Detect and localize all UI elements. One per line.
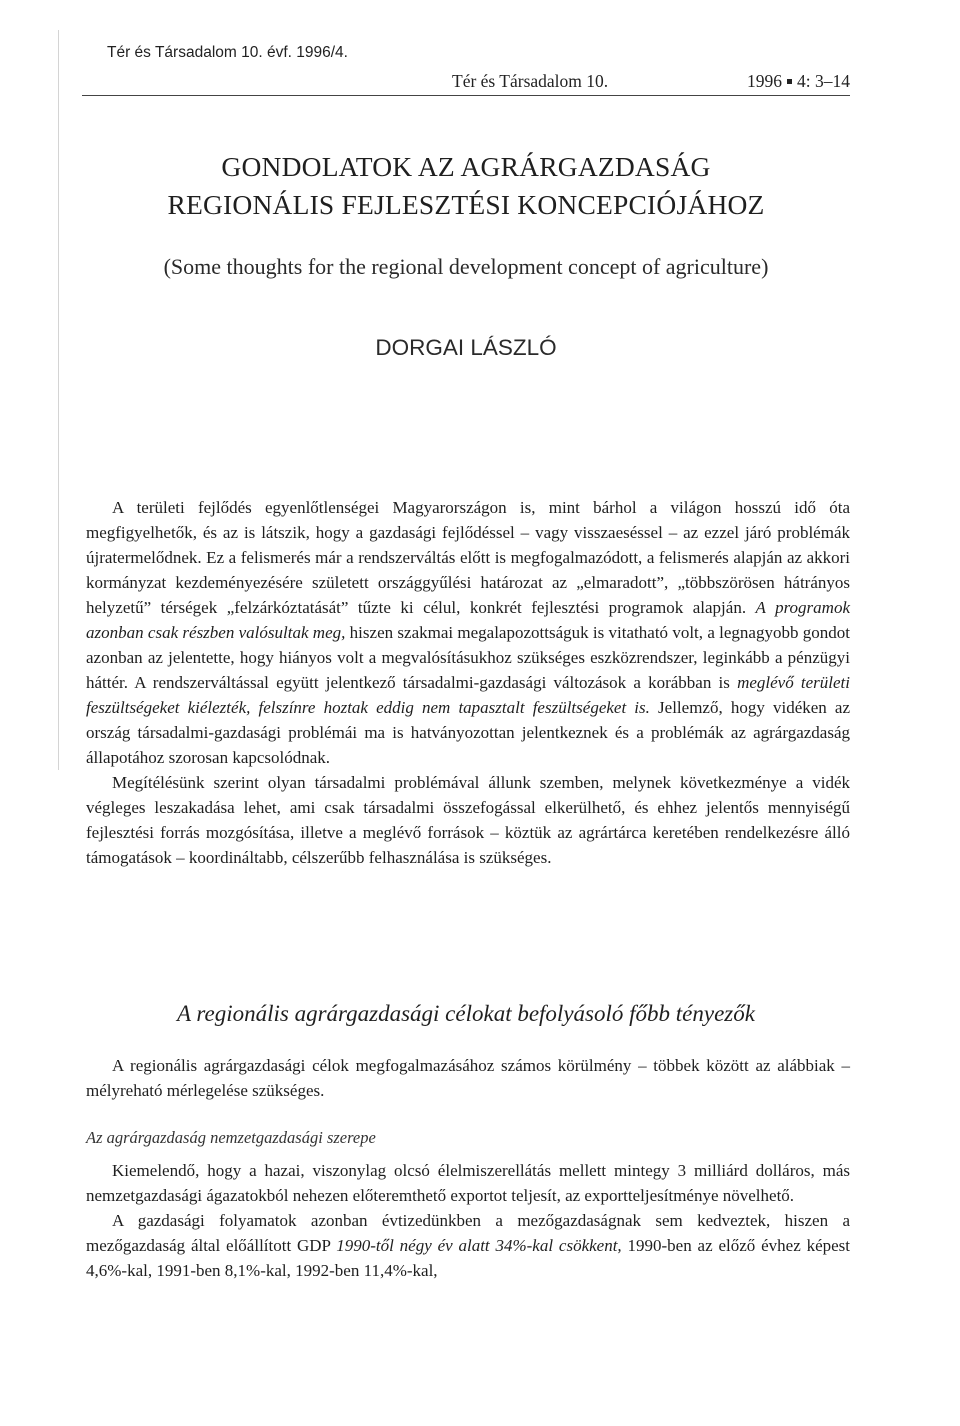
section-body (86, 1053, 850, 1283)
section-heading: A regionális agrárgazdasági célokat befolyásoló főbb tényezők (177, 1001, 755, 1026)
running-header-journal: Tér és Társadalom 10. (452, 71, 609, 91)
italic-emphasis: 1990-től négy év alatt 34%-kal csökkent, (336, 1236, 622, 1255)
intro-body (86, 495, 850, 870)
intro-paragraph-1 (86, 495, 850, 770)
section-paragraph-2: Kiemelendő, hogy a hazai, viszonylag olcsó élelmiszerellátás mellett mintegy 3 milliárd dolláros, más nemzetgazdasági ágazatokból nehezen előteremthető exportot teljesít, az exportteljesítménye növelhető. (86, 1161, 850, 1205)
text-run: 1990-ben az előző évhez képest 4,6%-kal, 1991-ben 8,1%-kal, 1992-ben 11,4%-kal, (86, 1236, 850, 1280)
running-header (82, 71, 850, 96)
article-title-line-1: GONDOLATOK AZ AGRÁRGAZDASÁG (221, 151, 711, 182)
section-paragraph-1: A regionális agrárgazdasági célok megfogalmazásához számos körülmény – többek között az alábbiak – mélyreható mérlegelése szükséges. (86, 1056, 850, 1100)
square-bullet-icon (787, 79, 792, 84)
running-header-year: 1996 (747, 71, 782, 91)
italic-emphasis: A programok azonban csak részben valósultak meg, (86, 598, 850, 642)
running-header-pages: 4: 3–14 (797, 71, 850, 91)
scan-margin-line (58, 30, 59, 770)
intro-paragraph-2: Megítélésünk szerint olyan társadalmi problémával állunk szemben, melynek következménye a vidék végleges leszakadása lehet, ami csak társadalmi összefogással elkerülhető, és ehhez jelentős mennyiségű fejlesztési forrás mozgósítása, illetve a meglévő források – köztük az agrártárca keretében rendelkezésre álló támogatások – koordináltabb, célszerűbb felhasználása is szükséges. (86, 773, 850, 867)
article-subtitle: (Some thoughts for the regional development concept of agriculture) (163, 254, 769, 279)
article-title-line-2: REGIONÁLIS FEJLESZTÉSI KONCEPCIÓJÁHOZ (167, 189, 765, 220)
subsection-heading: Az agrárgazdaság nemzetgazdasági szerepe (86, 1128, 376, 1147)
text-run: A területi fejlődés egyenlőtlenségei Magyarországon is, mint bárhol a világon hosszú idő óta megfigyelhetők, és az is látszik, hogy a gazdasági fejlődéssel – vagy visszaeséssel – az ezzel járó problémák újratermelődnek. Ez a felismerés már a rendszerváltás előtt is megfogalmazódott, a felismerés alapján az akkori kormányzat kezdeményezésére született országgyűlési határozat az „elmaradott”, „többszörösen hátrányos helyzetű” térségek „felzárkóztatását” tűzte ki célul, konkrét fejlesztési programok alapján. (86, 498, 850, 617)
text-run: A gazdasági folyamatok azonban évtizedünkben a mezőgazdaságnak sem kedveztek, hiszen a mezőgazdaság által előállított GDP (86, 1211, 850, 1255)
article-title (82, 148, 850, 224)
italic-emphasis: meglévő területi feszültségeket kiélezték, felszínre hoztak eddig nem tapasztalt feszültségeket is. (86, 673, 850, 717)
text-run: Jellemző, hogy vidéken az ország társadalmi-gazdasági problémái ma is hatványozottan jelentkeznek és a problémák az agrárgazdaság állapotához szorosan kapcsolódnak. (86, 698, 850, 767)
text-run: hiszen szakmai megalapozottságuk is vitatható volt, a legnagyobb gondot azonban az jelentette, hogy hiányos volt a megvalósításukhoz szükséges eszközrendszer, leginkább a pénzügyi háttér. A rendszerváltással együtt jelentkező társadalmi-gazdasági változások a korábban is (86, 623, 850, 692)
section-paragraph-3 (86, 1208, 850, 1283)
article-author: DORGAI LÁSZLÓ (375, 335, 557, 360)
running-header-issue (747, 71, 850, 92)
page-label: Tér és Társadalom 10. évf. 1996/4. (107, 44, 348, 61)
